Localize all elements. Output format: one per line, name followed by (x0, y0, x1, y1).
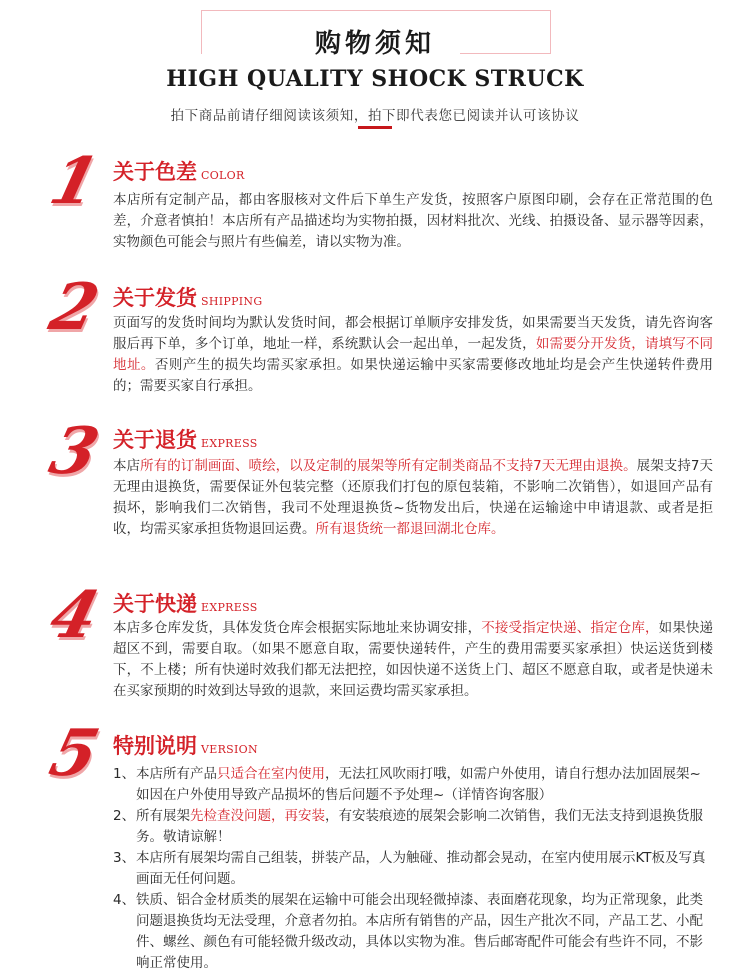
section-title: 关于发货 SHIPPING (113, 286, 263, 310)
page-subtitle: HIGH QUALITY SHOCK STRUCK (166, 66, 584, 92)
list-item: 3、 本店所有展架均需自己组装，拼装产品，人为触碰、推动都会晃动，在室内使用展示KT板及写真画面无任何问题。 (113, 850, 706, 887)
list-item: 1、 本店所有产品只适合在室内使用，无法扛风吹雨打哦，如需户外使用，请自行想办法加固展架~如因在户外使用导致产品损坏的售后问题不予处理~（详情咨询客服） (113, 766, 701, 803)
section-title: 关于色差 COLOR (113, 160, 245, 184)
section-number: 5 (42, 716, 107, 791)
list-item: 4、 铁质、铝合金材质类的展架在运输中可能会出现轻微掉漆、表面磨花现象，均为正常现象，此类问题退换货均无法受理，介意者勿拍。本店所有销售的产品，因生产批次不同，产品工艺、小配件、螺丝、颜色有可能轻微升级改动，具体以实物为准。售后邮寄配件可能会有些许不同，不影响正常使用。 (113, 892, 703, 971)
list-item: 2、 所有展架先检查没问题，再安装，有安装痕迹的展架会影响二次销售，我们无法支持到退换货服务。敬请谅解！ (113, 808, 703, 845)
section-body: 本店多仓库发货，具体发货仓库会根据实际地址来协调安排，不接受指定快递、指定仓库，如果快递超区不到，需要自取。（如果不愿意自取，需要快递转件，产生的费用需要买家承担）快运送货到楼下，不上楼；所有快递时效我们都无法把控，如因快递不送货上门、超区不愿意自取，或者是快递未在买家预期的时效到达导致的退款，来回运费均需买家承担。 (113, 620, 714, 699)
section-number: 1 (42, 144, 107, 219)
section-number: 3 (42, 414, 107, 489)
section-title: 特别说明 VERSION (113, 734, 258, 758)
notice-underline (358, 126, 392, 129)
section-body: 页面写的发货时间均为默认发货时间，都会根据订单顺序安排发货，如果需要当天发货，请先咨询客服后再下单，多个订单，地址一样，系统默认会一起出单，一起发货，如需要分开发货，请填写不同地址。否则产生的损失均需买家承担。如果快递运输中买家需要修改地址均是会产生快递转件费用的；需要买家自行承担。 (113, 315, 714, 394)
section-body: 本店所有定制产品，都由客服核对文件后下单生产发货，按照客户原图印刷，会存在正常范围的色差，介意者慎拍！本店所有产品描述均为实物拍摄，因材料批次、光线、拍摄设备、显示器等因素，实物颜色可能会与照片有些偏差，请以实物为准。 (113, 192, 713, 250)
special-notes-list (113, 764, 713, 974)
notice-text: 拍下商品前请仔细阅读该须知，拍下即代表您已阅读并认可该协议 (170, 108, 580, 124)
section-number: 4 (42, 578, 107, 653)
page-title: 购物须知 (290, 24, 460, 64)
section-title: 关于退货 EXPRESS (113, 428, 258, 452)
section-body: 本店所有的订制画面、喷绘，以及定制的展架等所有定制类商品不支持7天无理由退换。展架支持7天无理由退换货，需要保证外包装完整（还原我们打包的原包装箱，不影响二次销售），如退回产品有损坏，影响我们二次销售，我司不处理退换货~货物发出后，快递在运输途中申请退款、或者是拒收，均需买家承担货物退回运费。所有退货统一都退回湖北仓库。 (113, 458, 714, 537)
section-number: 2 (42, 270, 107, 345)
section-title: 关于快递 EXPRESS (113, 592, 258, 616)
